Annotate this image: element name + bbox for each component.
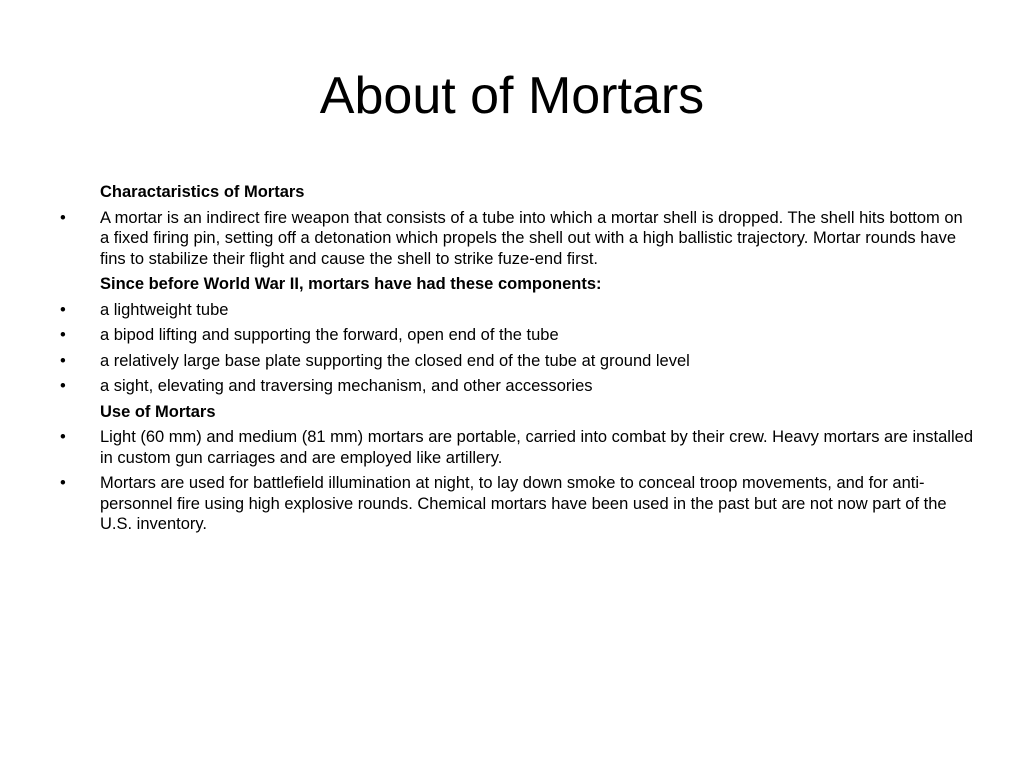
section-heading-characteristics: [58, 182, 973, 203]
bullet-icon: •: [60, 208, 66, 227]
slide-body: [58, 182, 973, 540]
bullet-text: Light (60 mm) and medium (81 mm) mortars are portable, carried into combat by their crew. Heavy mortars are installed in custom gun carriages and are employed like artillery.: [100, 428, 973, 467]
bullet-item-sight: [58, 376, 973, 397]
bullet-item-base-plate: [58, 351, 973, 372]
bullet-text: A mortar is an indirect fire weapon that consists of a tube into which a mortar shell is dropped. The shell hits bottom on a fixed firing pin, setting off a detonation which propels the shell out with a high ballistic trajectory. Mortar rounds have fins to stabilize their flight and cause the shell to strike fuze-end first.: [100, 208, 963, 268]
bullet-icon: •: [60, 351, 66, 370]
heading-text: Use of Mortars: [100, 402, 216, 421]
section-heading-use: [58, 402, 973, 423]
bullet-item-light-medium: [58, 427, 973, 468]
bullet-text: a bipod lifting and supporting the forward, open end of the tube: [100, 326, 559, 344]
bullet-icon: •: [60, 326, 66, 344]
section-heading-components: [58, 274, 973, 295]
bullet-text: a sight, elevating and traversing mechanism, and other accessories: [100, 377, 593, 395]
bullet-icon: •: [60, 474, 66, 492]
bullet-text: Mortars are used for battlefield illumination at night, to lay down smoke to conceal troop movements, and for anti-personnel fire using high explosive rounds. Chemical mortars have been used in the past but are not now part of the U.S. inventory.: [100, 474, 947, 533]
heading-text: Since before World War II, mortars have had these components:: [100, 275, 602, 293]
bullet-text: a relatively large base plate supporting the closed end of the tube at ground level: [100, 351, 690, 370]
bullet-item-battlefield-use: [58, 473, 973, 535]
slide-title: About of Mortars: [319, 67, 705, 125]
bullet-icon: •: [60, 300, 66, 319]
bullet-icon: •: [60, 428, 66, 446]
heading-text: Charactaristics of Mortars: [100, 183, 305, 201]
bullet-text: a lightweight tube: [100, 300, 229, 319]
bullet-item-tube: [58, 300, 973, 321]
bullet-icon: •: [60, 377, 66, 395]
bullet-item-definition: [58, 208, 973, 270]
bullet-item-bipod: [58, 325, 973, 346]
